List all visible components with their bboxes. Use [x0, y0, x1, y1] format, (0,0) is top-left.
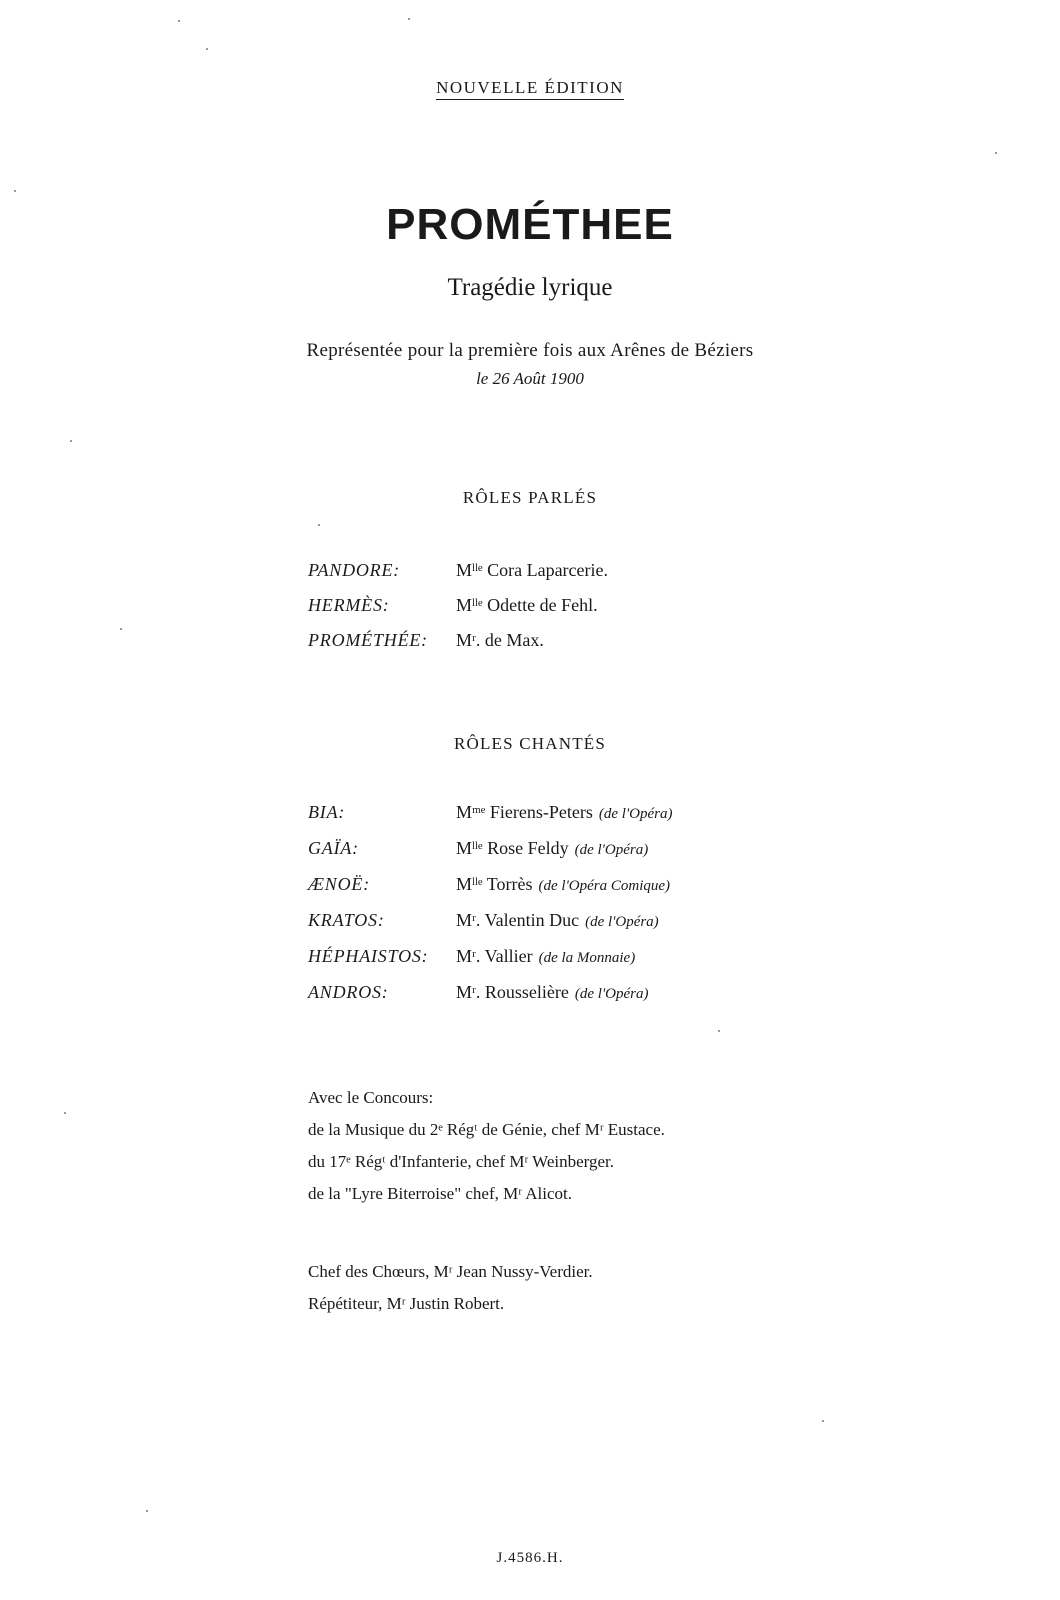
role-actor: Mʳ. de Max. [456, 630, 544, 650]
scan-speck [146, 1510, 148, 1512]
scan-speck [64, 1112, 66, 1114]
scan-speck [14, 190, 16, 192]
role-actor: Mʳ. Valentin Duc [456, 910, 580, 930]
role-actor-group [456, 946, 635, 967]
role-actor-group [456, 874, 670, 895]
role-actor: Mˡˡᵉ Cora Laparcerie. [456, 560, 609, 580]
role-name: ANDROS: [308, 982, 389, 1002]
edition-label [0, 78, 1060, 98]
role-name: HERMÈS: [308, 595, 390, 615]
roles-spoken-heading: RÔLES PARLÉS [462, 488, 598, 507]
role-actor-group [456, 838, 648, 859]
concours-line: du 17ᵉ Régᵗ d'Infanterie, chef Mʳ Weinberger. [308, 1152, 614, 1171]
scan-speck [718, 1030, 720, 1032]
performance-date: le 26 Août 1900 [476, 369, 584, 388]
role-actor: Mˡˡᵉ Torrès [456, 874, 533, 894]
role-actor: Mᵐᵉ Fierens-Peters [456, 802, 593, 822]
roles-sung-heading: RÔLES CHANTÉS [453, 734, 607, 753]
first-performance-line: Représentée pour la première fois aux Arênes de Béziers [306, 340, 754, 361]
role-source: (de l'Opéra) [574, 842, 649, 858]
role-source: (de l'Opéra) [598, 806, 673, 822]
role-name: PANDORE: [308, 560, 401, 580]
role-actor: Mʳ. Rousselière [456, 982, 569, 1002]
scan-speck [70, 440, 72, 442]
scan-speck [822, 1420, 824, 1422]
role-source: (de la Monnaie) [538, 950, 636, 966]
role-name: BIA: [308, 802, 346, 822]
page-title: PROMÉTHEE [386, 200, 674, 249]
scan-speck [995, 152, 997, 154]
role-actor: Mʳ. Vallier [456, 946, 533, 966]
credit-line: Répétiteur, Mʳ Justin Robert. [308, 1294, 505, 1313]
scan-speck [178, 20, 180, 22]
role-source: (de l'Opéra) [574, 986, 649, 1002]
role-actor: Mˡˡᵉ Rose Feldy [456, 838, 569, 858]
role-name: KRATOS: [308, 910, 385, 930]
role-actor: Mˡˡᵉ Odette de Fehl. [456, 595, 598, 615]
plate-number: J.4586.H. [496, 1550, 564, 1566]
concours-line: Avec le Concours: [308, 1088, 434, 1107]
edition-text: NOUVELLE ÉDITION [436, 78, 624, 100]
role-actor-group [456, 982, 649, 1003]
subtitle: Tragédie lyrique [447, 274, 613, 301]
credit-line: Chef des Chœurs, Mʳ Jean Nussy-Verdier. [308, 1262, 593, 1281]
scan-speck [206, 48, 208, 50]
role-name: ÆNOË: [308, 874, 370, 894]
credits-block [308, 1262, 593, 1326]
scan-speck [318, 524, 320, 526]
concours-line: de la "Lyre Biterroise" chef, Mʳ Alicot. [308, 1184, 572, 1203]
role-actor-group [456, 802, 673, 823]
role-actor-group [456, 910, 659, 931]
role-source: (de l'Opéra Comique) [538, 878, 671, 894]
role-source: (de l'Opéra) [585, 914, 659, 930]
role-name: HÉPHAISTOS: [308, 946, 429, 966]
concours-block [308, 1088, 665, 1216]
role-name: PROMÉTHÉE: [308, 630, 428, 650]
scan-speck [120, 628, 122, 630]
concours-line: de la Musique du 2ᵉ Régᵗ de Génie, chef Mʳ Eustace. [308, 1120, 665, 1139]
role-name: GAÏA: [308, 838, 359, 858]
scan-speck [408, 18, 410, 20]
